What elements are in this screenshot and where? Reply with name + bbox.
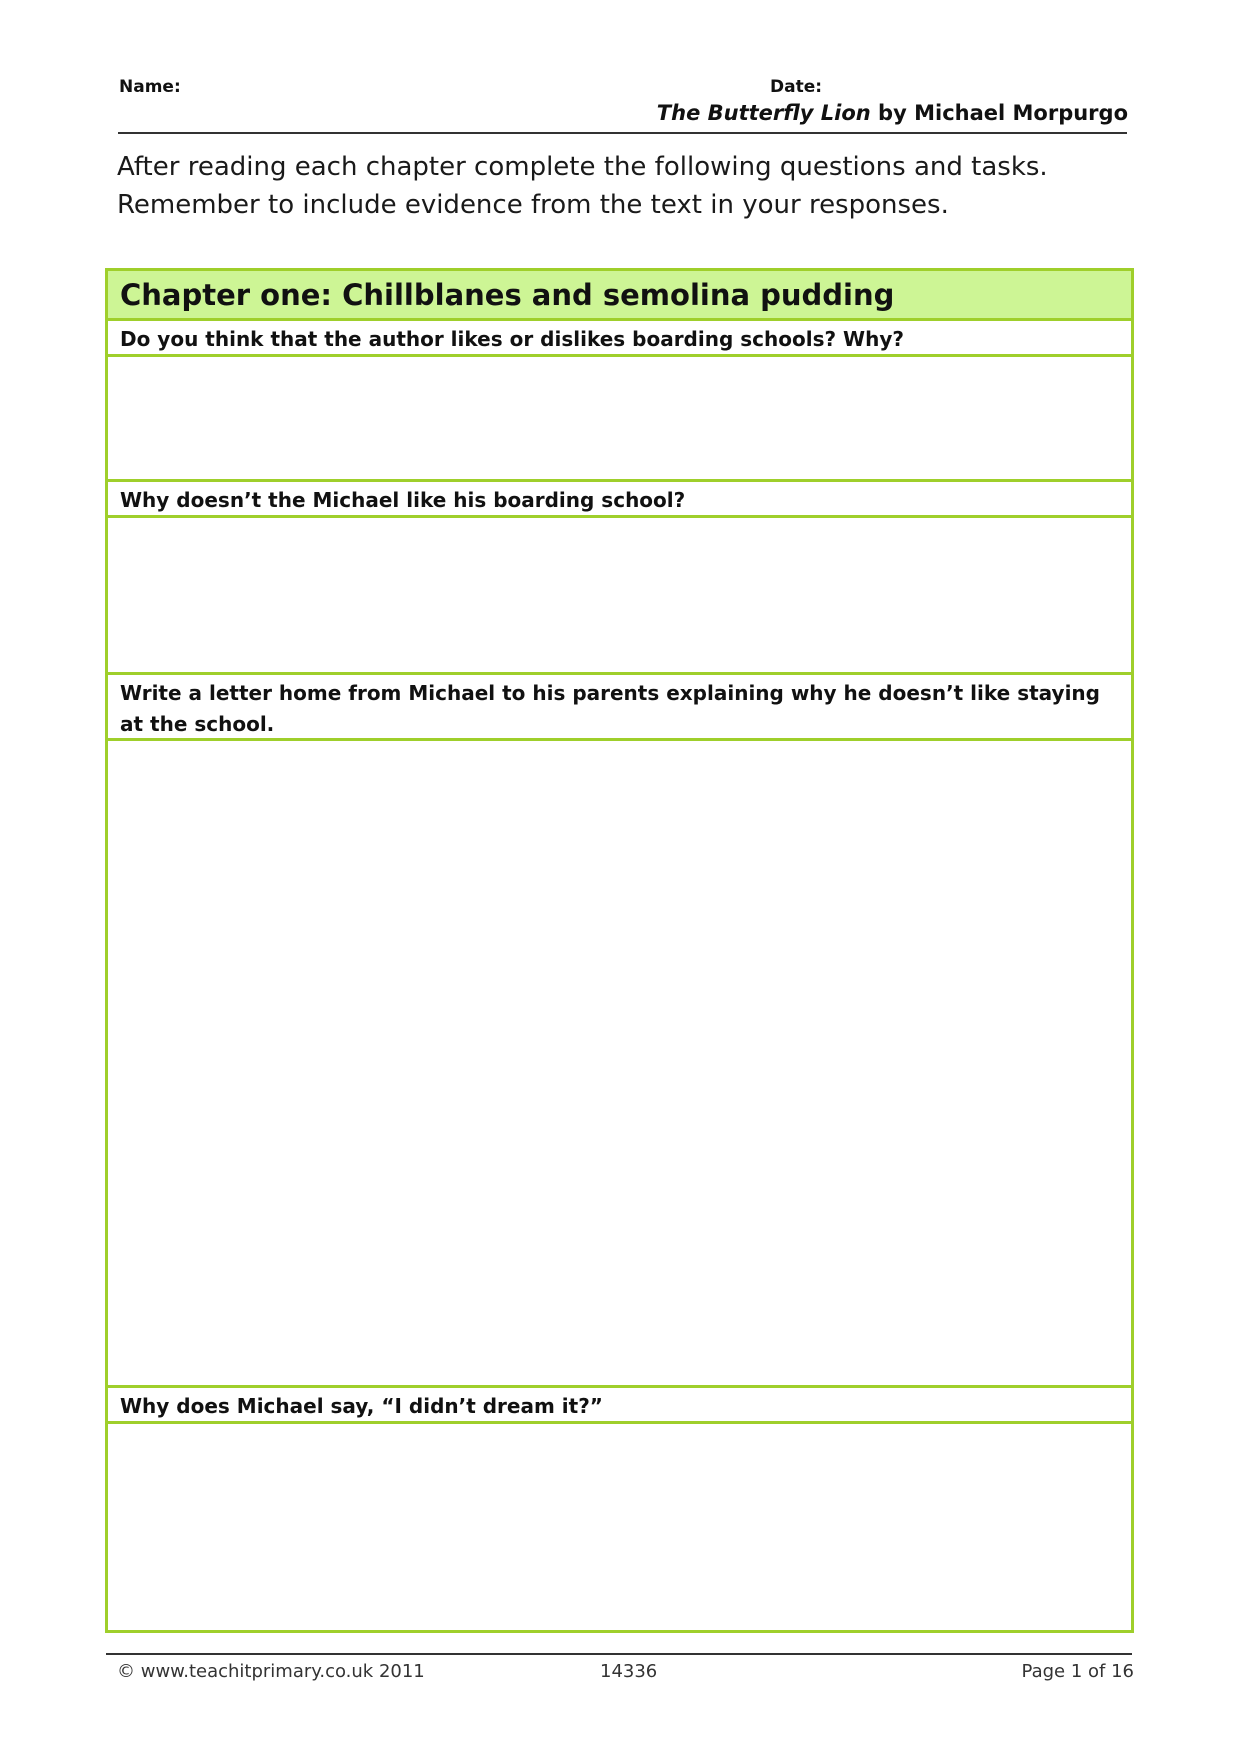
answer-box-4[interactable] [108,1424,1131,1630]
instructions-line-1: After reading each chapter complete the following questions and tasks. [117,152,1048,182]
chapter-task-table [105,268,1134,1633]
instructions-line-2: Remember to include evidence from the text in your responses. [117,190,949,220]
header-divider [118,132,1127,134]
chapter-heading: Chapter one: Chillblanes and semolina pudding [108,271,1131,321]
book-title: The Butterfly Lion [656,101,871,125]
answer-box-2[interactable] [108,518,1131,675]
question-1: Do you think that the author likes or dislikes boarding schools? Why? [108,321,1131,357]
question-4: Why does Michael say, “I didn’t dream it?” [108,1388,1131,1424]
question-3: Write a letter home from Michael to his parents explaining why he doesn’t like staying at the school. [108,675,1131,741]
name-label: Name: [119,77,181,97]
answer-box-1[interactable] [108,357,1131,482]
book-attribution [657,101,1128,125]
footer-resource-code: 14336 [600,1661,658,1682]
footer-page-number: Page 1 of 16 [1021,1661,1134,1682]
book-author: by Michael Morpurgo [870,101,1128,125]
date-label: Date: [770,77,823,97]
question-2: Why doesn’t the Michael like his boarding school? [108,482,1131,518]
footer-copyright: © www.teachitprimary.co.uk 2011 [117,1661,425,1682]
footer-divider [106,1653,1132,1655]
answer-box-3[interactable] [108,741,1131,1388]
instructions [117,148,1127,224]
